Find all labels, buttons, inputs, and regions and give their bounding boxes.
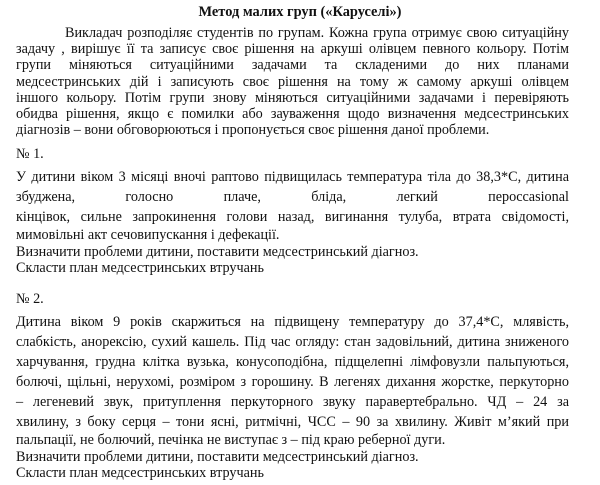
case-line: – легеневий звук, притуплення перкуторного звуку паравертебрально. ЧД – 24 за [16, 394, 569, 410]
case-number: № 2. [16, 291, 44, 307]
intro-line: задачу , вирішує її та записує своє рішення на аркуші олівцем певного кольору. Потім [16, 41, 569, 58]
case-number: № 1. [16, 146, 44, 162]
case-line: кінцівок, сильне запрокинення голови назад, вигинання тулуба, втрата свідомості, [16, 209, 569, 225]
case-task-diagnosis: Визначити проблеми дитини, поставити медсестринський діагноз. [16, 243, 419, 260]
case-task-diagnosis: Визначити проблеми дитини, поставити медсестринський діагноз. [16, 448, 419, 465]
intro-line: групи міняються ситуаційними задачами та складеними до них планами [16, 57, 569, 74]
case-line: хвилину, з боку серця – тони ясні, ритмічні, ЧСС – 90 за хвилину. Живіт м’який при [16, 414, 569, 430]
intro-paragraph [16, 25, 569, 138]
case-line: пальпації, не болючий, печінка не виступає з – під краю реберної дуги. [16, 432, 446, 448]
intro-line: обидва рішення, якщо є помилки або зауваження щодо визначення медсестринських [16, 105, 569, 122]
case-task-plan: Скласти план медсестринських втручань [16, 465, 264, 481]
intro-line: іншого кольору. Потім групи знову міняються ситуаційними задачами і перевіряють [16, 89, 569, 106]
intro-line: медсестринських дій і записують своє рішення на тому ж самому аркуші олівцем [16, 73, 569, 90]
case-line: болючі, щільні, нерухомі, розміром з горошину. В легенях дихання жорстке, перкуторно [16, 374, 569, 390]
case-line: Дитина віком 9 років скаржиться на підвищену температуру до 37,4*С, млявість, [16, 314, 569, 330]
intro-line: діагнозів – вони обговорюються і пропонується своє рішення даної проблеми. [16, 122, 490, 139]
case-line: У дитини віком 3 місяці вночі раптово підвищилась температура тіла до 38,3*С, дитина [16, 169, 569, 185]
case-line: мимовільні акт сечовипускання і дефекації. [16, 227, 280, 243]
case-line: збуджена, голосно плаче, бліда, легкий перoccasional [16, 189, 569, 205]
document-title: Метод малих груп («Каруселі») [198, 4, 402, 20]
case-line: слабкість, анорексію, сухий кашель. Під час огляду: стан задовільний, дитина зниженого [16, 334, 569, 350]
case-task-plan: Скласти план медсестринських втручань [16, 260, 264, 276]
case-1 [16, 145, 569, 277]
case-line: харчування, грудна клітка вузька, конусоподібна, підщелепні лімфовузли пальпуються, [16, 354, 569, 370]
intro-line: Викладач розподіляє студентів по групам. Кожна група отримує свою ситуаційну [65, 25, 569, 41]
case-2 [16, 290, 569, 482]
